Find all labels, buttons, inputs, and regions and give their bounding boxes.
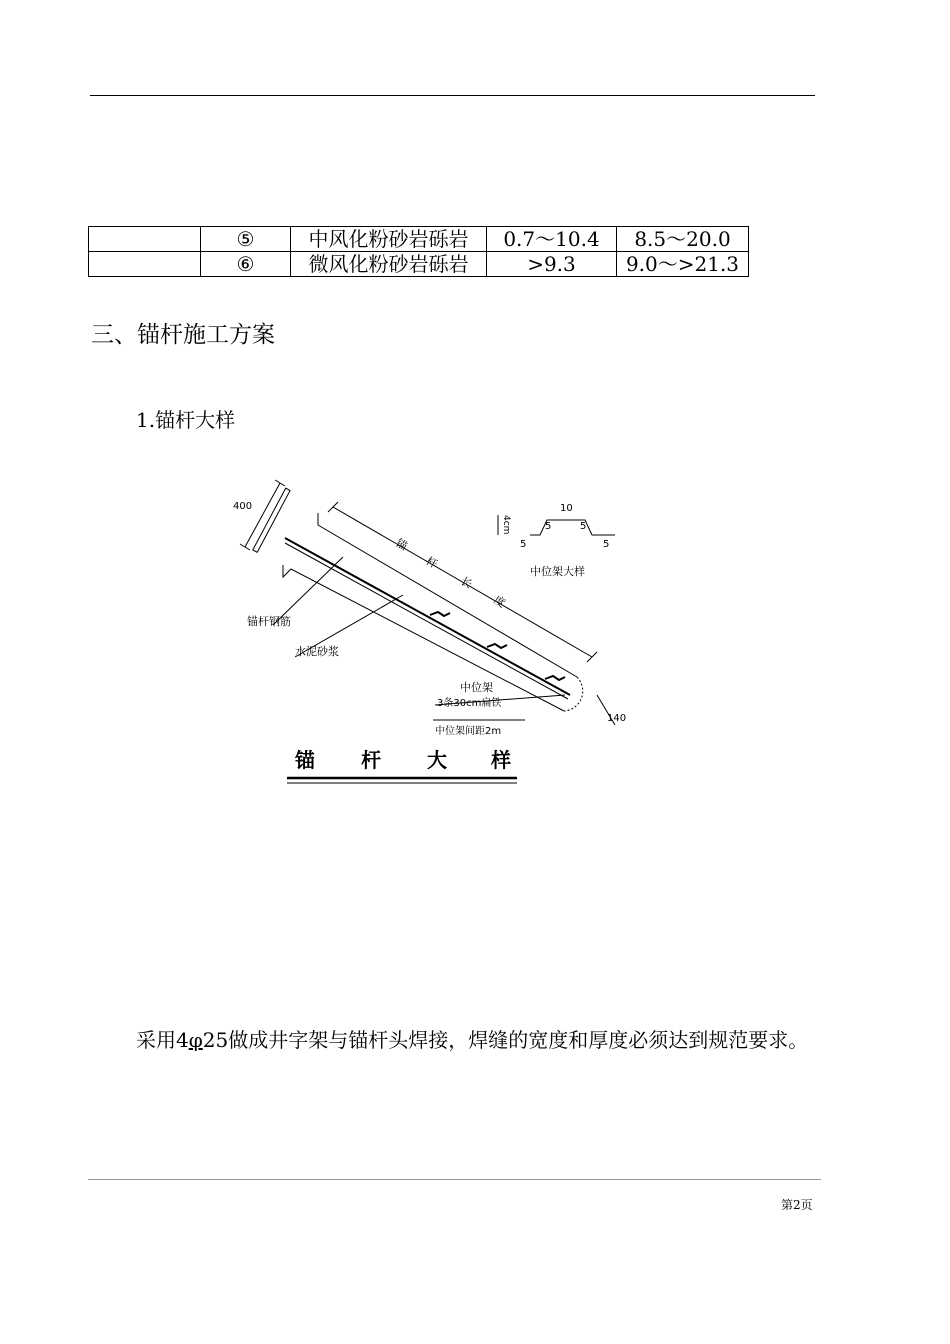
para-text: 25做成井字架与锚杆头焊接，焊缝的宽度和厚度必须达到规范要求。 bbox=[202, 1028, 809, 1052]
detail-title: 中位架大样 bbox=[530, 565, 585, 578]
caption-char: 样 bbox=[491, 748, 511, 772]
caption-char: 大 bbox=[427, 748, 447, 772]
dim-tick bbox=[275, 480, 285, 486]
detail-dim-5: 5 bbox=[580, 521, 587, 532]
label-spacing: 中位架间距2m bbox=[435, 726, 502, 737]
para-text: 采用4 bbox=[136, 1028, 189, 1052]
centralizer-detail-shape bbox=[530, 520, 615, 535]
detail-dim-5: 5 bbox=[520, 539, 527, 550]
label-mortar: 水泥砂浆 bbox=[295, 645, 339, 658]
detail-dim-4cm: 4cm bbox=[501, 515, 511, 535]
layer-number: ⑥ bbox=[201, 252, 291, 277]
length-char: 杆 bbox=[423, 554, 440, 572]
hole-upper-edge bbox=[318, 513, 577, 677]
label-center: 中位架 bbox=[460, 681, 493, 694]
caption-char: 杆 bbox=[361, 748, 381, 772]
detail-dim-5: 5 bbox=[545, 521, 552, 532]
dim-tick bbox=[587, 652, 597, 662]
body-paragraph bbox=[91, 1027, 815, 1054]
value-cell: 0.7～10.4 bbox=[487, 227, 617, 252]
anchor-detail-drawing bbox=[225, 465, 645, 795]
rock-name: 中风化粉砂岩砾岩 bbox=[291, 227, 487, 252]
footer-rule bbox=[88, 1179, 821, 1180]
dim-label-140: 140 bbox=[607, 713, 627, 724]
length-char: 长 bbox=[458, 574, 475, 592]
section-title: 三、锚杆施工方案 bbox=[91, 322, 275, 348]
table-row bbox=[89, 252, 749, 277]
label-rebar: 锚杆钢筋 bbox=[247, 615, 291, 628]
value-cell: >9.3 bbox=[487, 252, 617, 277]
header-rule bbox=[90, 95, 815, 96]
centralizer bbox=[545, 676, 565, 680]
subsection-title: 1.锚杆大样 bbox=[136, 408, 236, 432]
layer-cell bbox=[89, 252, 201, 277]
dim-tick bbox=[328, 502, 338, 512]
layer-cell bbox=[89, 227, 201, 252]
length-char: 锚 bbox=[393, 536, 410, 554]
centralizer bbox=[430, 612, 450, 616]
dim-line-400 bbox=[245, 483, 280, 547]
value-cell: 9.0～>21.3 bbox=[617, 252, 749, 277]
value-cell: 8.5～20.0 bbox=[617, 227, 749, 252]
dim-label-400: 400 bbox=[233, 501, 253, 512]
table-row bbox=[89, 227, 749, 252]
centralizer bbox=[487, 644, 507, 648]
rock-name: 微风化粉砂岩砾岩 bbox=[291, 252, 487, 277]
label-flat-iron: 3条30cm扁铁 bbox=[437, 698, 502, 709]
layer-number: ⑤ bbox=[201, 227, 291, 252]
caption-char: 锚 bbox=[295, 748, 315, 772]
detail-dim-10: 10 bbox=[560, 503, 573, 514]
detail-dim-5: 5 bbox=[603, 539, 610, 550]
para-phi: φ bbox=[188, 1028, 203, 1052]
page-number: 第2页 bbox=[781, 1198, 813, 1212]
rock-layer-table bbox=[88, 226, 749, 277]
length-char: 度 bbox=[491, 593, 508, 611]
dim-tick bbox=[240, 544, 250, 550]
